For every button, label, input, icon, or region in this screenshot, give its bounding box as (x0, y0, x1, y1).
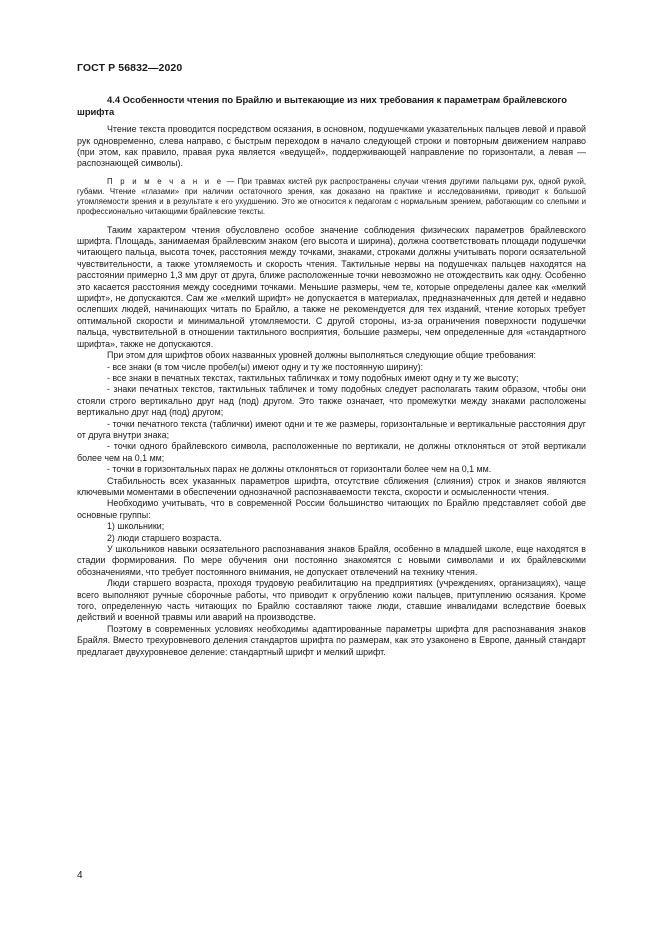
paragraph-elderly: Люди старшего возраста, проходя трудовую реабилитацию на предприятиях (учреждениях, организациях), чаще всего выполняют ручные сборочные работы, что приводит к огрублению кожи пальцев, притуплению осязания. Кроме того, определенную часть читающих по Брайлю составляют также люди, ставшие инвалидами вследствие боевых действий и военной травмы или аварий на производстве. (77, 578, 586, 623)
document-header: ГОСТ Р 56832—2020 (77, 62, 183, 74)
list-item: - все знаки (в том числе пробел(ы) имеют одну и ту же постоянную ширину): (107, 361, 424, 372)
list-item: - знаки печатных текстов, тактильных табличек и тому подобных следует располагать таким образом, чтобы они стояли строго вертикально друг над (под) другом. Это также означает, что промежутки между знаками расположены вертикально друг над (под) другом; (77, 384, 586, 418)
paragraph-general-requirements: При этом для шрифтов обоих названных уровней должны выполняться следующие общие требования: (107, 350, 537, 361)
note-label: П р и м е ч а н и е (107, 176, 224, 186)
note-text: — При травмах кистей рук распространены случаи чтения другими пальцами рук, одной рукой, губами. Чтение «глазами» при наличии остаточного зрения, как доказано на практике и исследованиями, приводит к большой утомляемости зрения и в результате к его ухудшению. Это же относится к педагогам с нормальным зрением, работающим со слепыми и профессионально читающими брайлевские тексты. (77, 176, 587, 217)
paragraph-schoolchildren: У школьников навыки осязательного распознавания знаков Брайля, особенно в младшей школе, еще находятся в стадии формирования. По мере обучения они постоянно знакомятся с новыми символами и их брайлевскими обозначениями, что требует постоянного внимания, не допускает отвлечений на технику чтения. (77, 544, 586, 577)
list-item: - точки одного брайлевского символа, расположенные по вертикали, не должны отклоняться от этой вертикали более чем на 0,1 мм; (77, 441, 586, 463)
list-item: - точки в горизонтальных парах не должны отклоняться от горизонтали более чем на 0,1 мм. (107, 464, 492, 475)
document-body (77, 94, 586, 658)
list-item: 1) школьники; (107, 521, 165, 532)
paragraph-reader-groups: Необходимо учитывать, что в современной России большинство читающих по Брайлю представляет собой две основные группы: (77, 498, 586, 520)
paragraph-font-parameters: Таким характером чтения обусловлено особое значение соблюдения физических параметров брайлевского шрифта. Площадь, занимаемая брайлевским знаком (его высота и ширина), должна соответствовать площади подушечки читающего пальца, высота точек, расстояния между точками, знаками, строками должны учитывать пороги осязательной чувствительности, а также утомляемость и скорость чтения. Тактильные нервы на подушечках пальцев находятся на расстоянии примерно 1,3 мм друг от друга, ближе расположенные точки невозможно не отождествить как одну. Особенно это касается расстояния между соседними точками. Меньшие размеры, чем те, которые определены далее как «мелкий шрифт», не допускаются. Сам же «мелкий шрифт» не допускается в материалах, предназначенных для детей и недавно ослепших людей, начинающих читать по Брайлю, а также не рекомендуется для тех изданий, чтение которых требует оптимальной скорости и минимальной утомляемости. С другой стороны, из-за ограничения поверхности подушечки пальца, чувствительной в отношении тактильного восприятия, большие размеры, чем определенные для «стандартного шрифта», также не допускаются. (77, 224, 586, 349)
note (77, 177, 586, 218)
paragraph-conclusion: Поэтому в современных условиях необходимы адаптированные параметры шрифта для распознавания знаков Брайля. Вместо трехуровневого деления стандартов шрифта по размерам, как это узаконено в Европе, данный стандарт предлагает двухуровневое деление: стандартный шрифт и мелкий шрифт. (77, 623, 586, 657)
paragraph-stability: Стабильность всех указанных параметров шрифта, отсутствие сближения (слияния) строк и знаков являются ключевыми моментами в обеспечении однозначной распознаваемости текста, скорости и осмысленности чтения. (77, 475, 586, 497)
requirements-list (77, 362, 586, 476)
list-item: - все знаки в печатных текстах, тактильных табличках и тому подобных имеют одну и ту же высоту; (107, 372, 519, 383)
paragraph-reading-method: Чтение текста проводится посредством осязания, в основном, подушечками указательных пальцев левой и правой рук одновременно, слева направо, с быстрым переходом в начало следующей строки и повторным движением направо (при этом, как правило, правая рука является «ведущей», поддерживающей направление по горизонтали, а левая — распознающей символы). (77, 124, 586, 169)
page-number: 4 (77, 870, 83, 881)
section-title: 4.4 Особенности чтения по Брайлю и вытекающие из них требования к параметрам брайлевского шрифта (77, 94, 567, 117)
list-item: - точки печатного текста (таблички) имеют одни и те же размеры, горизонтальные и вертикальные расстояния друг от друга внутри знака; (77, 418, 586, 440)
list-item: 2) люди старшего возраста. (107, 532, 222, 543)
groups-list (77, 521, 586, 544)
